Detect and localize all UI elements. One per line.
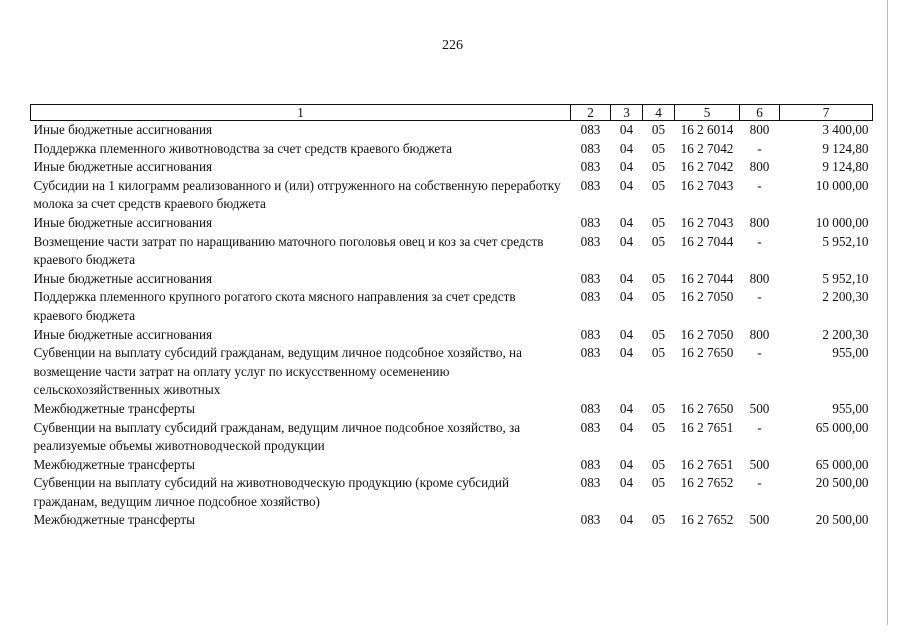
row-expense-type: - [757,419,762,435]
row-section: 04 [619,140,634,156]
row-admin-code: 083 [580,475,601,491]
row-name: Поддержка племенного животноводства за счет средств краевого бюджета [33,140,453,156]
row-admin-code: 083 [580,400,601,416]
page-number: 226 [442,38,463,53]
table-row [31,474,873,511]
row-section: 04 [619,159,634,175]
row-admin-code: 083 [580,456,601,472]
row-expense-type: - [757,345,762,361]
table-row [31,288,873,325]
row-admin-code: 083 [580,345,601,361]
row-subsection: 05 [651,177,666,193]
row-expense-type: 500 [749,456,770,472]
row-admin-code: 083 [580,122,601,137]
row-target-article: 16 2 6014 [680,122,734,137]
table-row [31,233,873,270]
row-target-article: 16 2 7044 [680,270,734,286]
row-section: 04 [619,270,634,286]
row-target-article: 16 2 7651 [680,456,734,472]
row-expense-type: - [757,140,762,156]
row-admin-code: 083 [580,270,601,286]
row-amount: 955,00 [832,345,869,361]
row-expense-type: - [757,289,762,305]
row-subsection: 05 [651,140,666,156]
row-name: Поддержка племенного крупного рогатого скота мясного направления за счет средств краевого бюджета [33,289,516,323]
row-amount: 10 000,00 [815,177,869,193]
row-amount: 2 200,30 [822,326,869,342]
row-subsection: 05 [651,326,666,342]
row-name: Иные бюджетные ассигнования [33,326,213,342]
table-row [31,456,873,475]
row-name: Межбюджетные трансферты [33,512,195,528]
row-subsection: 05 [651,400,666,416]
table-row [31,270,873,289]
header-col-2: 2 [571,105,611,121]
row-name: Межбюджетные трансферты [33,456,195,472]
row-subsection: 05 [651,289,666,305]
header-col-3: 3 [611,105,643,121]
table-row [31,177,873,214]
row-subsection: 05 [651,512,666,528]
row-section: 04 [619,326,634,342]
row-name: Иные бюджетные ассигнования [33,214,213,230]
row-section: 04 [619,345,634,361]
table-row [31,344,873,400]
row-section: 04 [619,289,634,305]
row-admin-code: 083 [580,289,601,305]
header-col-4: 4 [643,105,675,121]
row-target-article: 16 2 7044 [680,233,734,249]
row-subsection: 05 [651,345,666,361]
row-subsection: 05 [651,419,666,435]
row-target-article: 16 2 7650 [680,345,734,361]
table-row [31,419,873,456]
row-admin-code: 083 [580,214,601,230]
row-admin-code: 083 [580,159,601,175]
row-admin-code: 083 [580,233,601,249]
row-subsection: 05 [651,122,666,137]
row-expense-type: 800 [749,159,770,175]
row-section: 04 [619,400,634,416]
row-section: 04 [619,512,634,528]
row-section: 04 [619,475,634,491]
row-name: Возмещение части затрат по наращиванию маточного поголовья овец и коз за счет средств краевого бюджета [33,233,544,268]
row-amount: 20 500,00 [815,512,869,528]
row-section: 04 [619,233,634,249]
row-name: Субвенции на выплату субсидий гражданам, ведущим личное подсобное хозяйство, на возмещение части затрат на оплату услуг по искусственному осеменению сельскохозяйственных животных [33,345,522,398]
row-amount: 5 952,10 [822,233,869,249]
row-subsection: 05 [651,233,666,249]
row-expense-type: 800 [749,270,770,286]
row-expense-type: - [757,475,762,491]
budget-table [30,104,873,530]
row-target-article: 16 2 7650 [680,400,734,416]
row-admin-code: 083 [580,177,601,193]
table-row [31,214,873,233]
table-row [31,511,873,530]
row-amount: 5 952,10 [822,270,869,286]
row-expense-type: 800 [749,214,770,230]
header-col-1: 1 [31,105,571,121]
table-body [31,121,873,531]
row-subsection: 05 [651,475,666,491]
row-section: 04 [619,122,634,137]
row-target-article: 16 2 7042 [680,159,734,175]
header-col-6: 6 [740,105,780,121]
row-name: Иные бюджетные ассигнования [33,270,213,286]
row-name: Иные бюджетные ассигнования [33,159,213,175]
row-section: 04 [619,419,634,435]
row-amount: 20 500,00 [815,475,869,491]
table-row [31,326,873,345]
header-row [31,105,873,121]
row-target-article: 16 2 7652 [680,512,734,528]
row-target-article: 16 2 7050 [680,289,734,305]
row-subsection: 05 [651,159,666,175]
table-row [31,158,873,177]
row-name: Субвенции на выплату субсидий на животноводческую продукцию (кроме субсидий гражданам, ведущим личное подсобное хозяйство) [33,475,510,509]
row-amount: 10 000,00 [815,214,869,230]
table-row [31,400,873,419]
row-amount: 955,00 [832,400,869,416]
row-target-article: 16 2 7050 [680,326,734,342]
page-edge [887,0,888,625]
row-subsection: 05 [651,456,666,472]
row-admin-code: 083 [580,419,601,435]
table-row [31,121,873,140]
row-section: 04 [619,214,634,230]
row-name: Межбюджетные трансферты [33,400,195,416]
row-amount: 3 400,00 [822,122,869,137]
row-subsection: 05 [651,270,666,286]
row-expense-type: 800 [749,326,770,342]
row-admin-code: 083 [580,326,601,342]
row-expense-type: 500 [749,400,770,416]
row-expense-type: 500 [749,512,770,528]
row-expense-type: 800 [749,122,770,137]
header-col-5: 5 [675,105,740,121]
row-amount: 65 000,00 [815,456,869,472]
row-expense-type: - [757,177,762,193]
row-subsection: 05 [651,214,666,230]
header-col-7: 7 [780,105,873,121]
row-amount: 9 124,80 [822,140,869,156]
row-amount: 2 200,30 [822,289,869,305]
row-target-article: 16 2 7651 [680,419,734,435]
row-name: Субвенции на выплату субсидий гражданам, ведущим личное подсобное хозяйство, за реализуемые объемы животноводческой продукции [33,419,521,454]
row-admin-code: 083 [580,512,601,528]
row-name: Субсидии на 1 килограмм реализованного и (или) отгруженного на собственную переработку молока за счет средств краевого бюджета [33,177,561,212]
row-target-article: 16 2 7652 [680,475,734,491]
row-amount: 65 000,00 [815,419,869,435]
row-section: 04 [619,456,634,472]
row-name: Иные бюджетные ассигнования [33,122,213,137]
table-header [31,105,873,121]
table-row [31,140,873,159]
row-target-article: 16 2 7042 [680,140,734,156]
row-target-article: 16 2 7043 [680,177,734,193]
row-expense-type: - [757,233,762,249]
row-target-article: 16 2 7043 [680,214,734,230]
row-amount: 9 124,80 [822,159,869,175]
row-section: 04 [619,177,634,193]
row-admin-code: 083 [580,140,601,156]
